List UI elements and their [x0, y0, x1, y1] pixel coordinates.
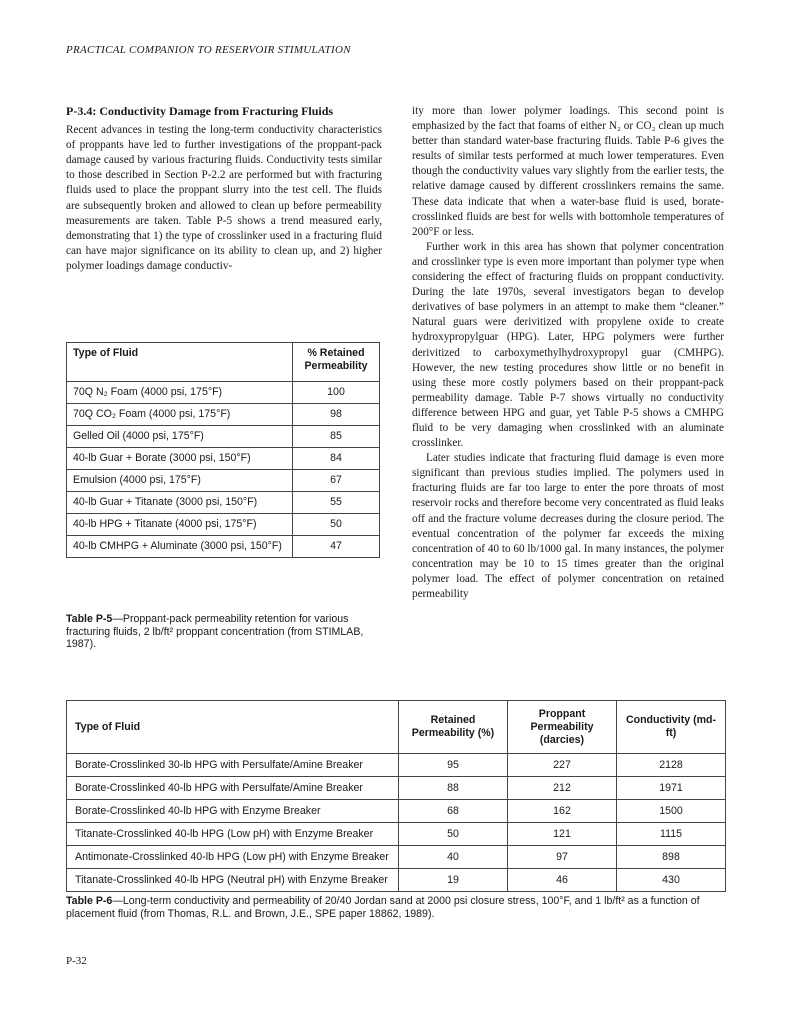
table-cell: 55: [293, 492, 380, 514]
table-row: [67, 448, 380, 470]
table-cell: Emulsion (4000 psi, 175°F): [67, 470, 293, 492]
column-header: Retained Permeability (%): [399, 701, 508, 754]
table-cell: 47: [293, 536, 380, 558]
table-cell: 121: [508, 823, 617, 846]
table-p6-caption: [66, 895, 726, 920]
table-cell: 212: [508, 777, 617, 800]
table-row: [67, 536, 380, 558]
table-row: [67, 846, 726, 869]
column-header: Type of Fluid: [67, 701, 399, 754]
table-cell: 84: [293, 448, 380, 470]
table-cell: 40-lb CMHPG + Aluminate (3000 psi, 150°F): [67, 536, 293, 558]
table-cell: 40-lb Guar + Borate (3000 psi, 150°F): [67, 448, 293, 470]
table-cell: 1115: [617, 823, 726, 846]
section-heading: P-3.4: Conductivity Damage from Fracturing Fluids: [66, 104, 334, 118]
table-cell: 46: [508, 869, 617, 892]
table-cell: 1971: [617, 777, 726, 800]
table-cell: 40-lb Guar + Titanate (3000 psi, 150°F): [67, 492, 293, 514]
table-header-row: [67, 343, 380, 382]
table-row: [67, 382, 380, 404]
running-head: PRACTICAL COMPANION TO RESERVOIR STIMULATION: [66, 44, 351, 56]
table-cell: 50: [293, 514, 380, 536]
page-number: P-32: [66, 955, 87, 967]
table-cell: 227: [508, 754, 617, 777]
column-header: Conductivity (md-ft): [617, 701, 726, 754]
table-row: [67, 869, 726, 892]
table-cell: 98: [293, 404, 380, 426]
caption-text: —Long-term conductivity and permeability of 20/40 Jordan sand at 2000 psi closure stress, 100°F, and 1 lb/ft² as a function of placement fluid (from Thomas, R.L. and Brown, J.E., SPE paper 18862, 1989).: [66, 895, 700, 920]
table-p5: [66, 342, 380, 558]
table-cell: 70Q N₂ Foam (4000 psi, 175°F): [67, 382, 293, 404]
body-paragraph: Recent advances in testing the long-term conductivity characteristics of proppants have led to further investigations of the proppant-pack damage caused by various fracturing fluids. Conductivity tests similar to those described in Section P-2.2 are performed but with fracturing fluids used to place the proppant slurry into the test cell. The fluids are subsequently broken and allowed to clean up before permeability measurements are taken. Table P-5 shows a trend measured early, demonstrating that 1) the type of crosslinker used in a fracturing fluid can have major significance on its ability to clean up, and 2) higher polymer loadings damage conductiv-: [66, 124, 382, 272]
table-row: [67, 800, 726, 823]
table-row: [67, 492, 380, 514]
body-paragraph: Later studies indicate that fracturing fluid damage is even more significant than previous studies implied. The polymers used in fracturing fluids are far too large to enter the pore throats of most reservoir rocks and therefore become very concentrated as fluid leaks off and the fracture volume decreases during the closure period. The eventual concentration of the polymer far exceeds the mixing concentration of 40 to 60 lb/1000 gal. In many instances, the polymer concentration may be 10 to 15 times greater than the original polymer load. The effect of polymer concentration on retained permeability: [412, 452, 724, 600]
caption-text: —Proppant-pack permeability retention for various fracturing fluids, 2 lb/ft² proppant concentration (from STIMLAB, 1987).: [66, 613, 364, 651]
table-cell: 100: [293, 382, 380, 404]
caption-label: Table P-5: [66, 613, 113, 625]
table-cell: 162: [508, 800, 617, 823]
table-cell: 50: [399, 823, 508, 846]
table-cell: Borate-Crosslinked 40-lb HPG with Enzyme Breaker: [67, 800, 399, 823]
left-column: [66, 104, 382, 274]
table-row: [67, 426, 380, 448]
table-cell: 40: [399, 846, 508, 869]
table-cell: 67: [293, 470, 380, 492]
table-row: [67, 754, 726, 777]
table-row: [67, 777, 726, 800]
table-cell: 40-lb HPG + Titanate (4000 psi, 175°F): [67, 514, 293, 536]
table-row: [67, 514, 380, 536]
table-cell: Gelled Oil (4000 psi, 175°F): [67, 426, 293, 448]
table-p5-caption: [66, 613, 382, 651]
table-cell: 97: [508, 846, 617, 869]
table-cell: Borate-Crosslinked 30-lb HPG with Persulfate/Amine Breaker: [67, 754, 399, 777]
table-cell: 2128: [617, 754, 726, 777]
body-paragraph: ity more than lower polymer loadings. This second point is emphasized by the fact that foams of either N₂ or CO₂ clean up much better than standard water-base fracturing fluids. Table P-6 gives the results of similar tests performed at much lower temperatures. Even though the conductivity values vary slightly from the earlier tests, the relative damage caused by different crosslinkers remains the same. These data indicate that when a water-base fluid is used, borate-crosslinked fluids are best for wells with bottomhole temperatures of 200°F or less.: [412, 105, 724, 238]
right-column: [412, 104, 724, 602]
body-paragraph: Further work in this area has shown that polymer concentration and crosslinker type is even more important than polymer type when considering the effect of fracturing fluids on proppant conductivity. During the late 1970s, several investigators began to develop derivatives of base polymers in an attempt to make them “cleaner.” Natural guars were derivitized with propylene oxide to create hydroxypropylguar (HPG). Later, HPG polymers were further derivitized to carboxymethylhydroxypropyl guar (CMHPG). However, the new testing procedures show little or no benefit in using these more costly polymers based on their proppant-pack permeability damage. Table P-7 shows virtually no conductivity difference between HPG and guar, yet Table P-5 shows a CMHPG fluid to be very damaging when crosslinked with an aluminate crosslinker.: [412, 240, 724, 450]
table-header-row: [67, 701, 726, 754]
table-cell: 88: [399, 777, 508, 800]
table-cell: Antimonate-Crosslinked 40-lb HPG (Low pH) with Enzyme Breaker: [67, 846, 399, 869]
table-row: [67, 823, 726, 846]
table-row: [67, 470, 380, 492]
column-header: % Retained Permeability: [293, 343, 380, 382]
table-p6: [66, 700, 726, 892]
caption-label: Table P-6: [66, 895, 113, 907]
table-cell: Titanate-Crosslinked 40-lb HPG (Neutral pH) with Enzyme Breaker: [67, 869, 399, 892]
table-cell: 430: [617, 869, 726, 892]
table-cell: 19: [399, 869, 508, 892]
table-cell: 1500: [617, 800, 726, 823]
table-cell: 898: [617, 846, 726, 869]
table-row: [67, 404, 380, 426]
table-cell: 85: [293, 426, 380, 448]
column-header: Type of Fluid: [67, 343, 293, 382]
table-cell: 68: [399, 800, 508, 823]
table-cell: Titanate-Crosslinked 40-lb HPG (Low pH) with Enzyme Breaker: [67, 823, 399, 846]
table-cell: 95: [399, 754, 508, 777]
column-header: Proppant Permeability (darcies): [508, 701, 617, 754]
table-cell: 70Q CO₂ Foam (4000 psi, 175°F): [67, 404, 293, 426]
table-cell: Borate-Crosslinked 40-lb HPG with Persulfate/Amine Breaker: [67, 777, 399, 800]
